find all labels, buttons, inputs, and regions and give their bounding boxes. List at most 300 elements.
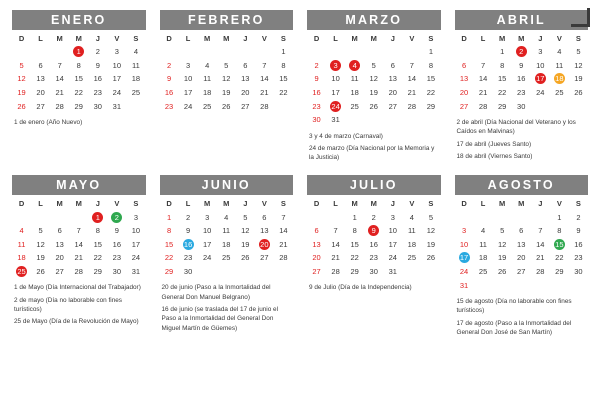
- day-cell[interactable]: [274, 59, 293, 73]
- day-cell[interactable]: [326, 251, 345, 265]
- day-cell[interactable]: [126, 86, 145, 100]
- day-cell[interactable]: [383, 72, 402, 86]
- day-cell[interactable]: [88, 59, 107, 73]
- day-cell[interactable]: [421, 224, 440, 238]
- day-cell[interactable]: [474, 238, 493, 252]
- day-cell[interactable]: [12, 265, 31, 279]
- day-cell[interactable]: [531, 72, 550, 86]
- day-cell[interactable]: [569, 72, 588, 86]
- day-cell[interactable]: [531, 59, 550, 73]
- day-cell[interactable]: [126, 265, 145, 279]
- day-cell[interactable]: [255, 251, 274, 265]
- day-cell[interactable]: [326, 59, 345, 73]
- day-cell[interactable]: [69, 238, 88, 252]
- day-cell: [217, 265, 236, 279]
- day-cell[interactable]: [531, 238, 550, 252]
- day-cell[interactable]: [69, 59, 88, 73]
- day-cell[interactable]: [88, 210, 107, 224]
- day-cell[interactable]: [31, 224, 50, 238]
- day-cell[interactable]: [88, 99, 107, 113]
- day-cell[interactable]: [455, 59, 474, 73]
- day-number: 8: [76, 60, 81, 70]
- day-cell[interactable]: [274, 210, 293, 224]
- day-cell[interactable]: [402, 210, 421, 224]
- day-cell[interactable]: [474, 86, 493, 100]
- day-cell[interactable]: [512, 224, 531, 238]
- day-cell[interactable]: [307, 99, 326, 113]
- month-block-febrero: [156, 10, 298, 165]
- day-cell: [531, 278, 550, 292]
- day-cell[interactable]: [50, 99, 69, 113]
- day-cell[interactable]: [455, 251, 474, 265]
- day-cell[interactable]: [421, 59, 440, 73]
- day-cell[interactable]: [531, 251, 550, 265]
- day-cell[interactable]: [474, 251, 493, 265]
- day-cell[interactable]: [255, 99, 274, 113]
- day-number: 26: [497, 267, 507, 277]
- day-cell[interactable]: [455, 278, 474, 292]
- day-number: 2: [516, 46, 527, 57]
- day-number: 9: [95, 60, 100, 70]
- day-cell[interactable]: [126, 238, 145, 252]
- day-number: 4: [557, 47, 562, 57]
- day-cell[interactable]: [198, 99, 217, 113]
- day-cell[interactable]: [307, 113, 326, 127]
- day-cell[interactable]: [12, 99, 31, 113]
- day-cell[interactable]: [198, 224, 217, 238]
- day-cell[interactable]: [179, 72, 198, 86]
- day-cell[interactable]: [493, 265, 512, 279]
- day-cell[interactable]: [236, 59, 255, 73]
- day-cell[interactable]: [236, 72, 255, 86]
- day-cell[interactable]: [550, 45, 569, 59]
- day-cell[interactable]: [274, 45, 293, 59]
- day-cell[interactable]: [198, 210, 217, 224]
- day-cell[interactable]: [107, 210, 126, 224]
- day-cell[interactable]: [69, 265, 88, 279]
- day-cell[interactable]: [569, 251, 588, 265]
- day-cell[interactable]: [326, 224, 345, 238]
- day-cell[interactable]: [255, 59, 274, 73]
- day-cell[interactable]: [512, 238, 531, 252]
- day-cell[interactable]: [383, 224, 402, 238]
- day-cell[interactable]: [107, 238, 126, 252]
- day-cell[interactable]: [12, 86, 31, 100]
- day-cell[interactable]: [402, 224, 421, 238]
- weekday-header: D: [166, 199, 172, 209]
- day-cell[interactable]: [107, 45, 126, 59]
- day-cell[interactable]: [569, 86, 588, 100]
- day-cell[interactable]: [383, 265, 402, 279]
- day-cell[interactable]: [274, 238, 293, 252]
- day-cell[interactable]: [512, 251, 531, 265]
- day-cell: [255, 45, 274, 59]
- day-cell[interactable]: [493, 72, 512, 86]
- day-cell[interactable]: [160, 210, 179, 224]
- day-cell[interactable]: [345, 99, 364, 113]
- day-number: 15: [279, 74, 288, 84]
- day-cell[interactable]: [345, 86, 364, 100]
- day-cell[interactable]: [236, 86, 255, 100]
- day-cell[interactable]: [236, 238, 255, 252]
- day-cell[interactable]: [550, 210, 569, 224]
- day-number: 18: [222, 239, 231, 249]
- day-cell[interactable]: [160, 59, 179, 73]
- day-cell[interactable]: [307, 72, 326, 86]
- day-cell[interactable]: [31, 265, 50, 279]
- day-cell[interactable]: [179, 238, 198, 252]
- day-cell[interactable]: [493, 238, 512, 252]
- day-cell[interactable]: [402, 99, 421, 113]
- day-cell[interactable]: [512, 72, 531, 86]
- day-cell: [326, 45, 345, 59]
- day-cell[interactable]: [126, 251, 145, 265]
- day-cell[interactable]: [402, 238, 421, 252]
- day-cell[interactable]: [179, 251, 198, 265]
- day-cell[interactable]: [255, 210, 274, 224]
- day-cell[interactable]: [198, 59, 217, 73]
- day-cell[interactable]: [69, 86, 88, 100]
- day-cell[interactable]: [88, 265, 107, 279]
- day-number: 20: [388, 88, 397, 98]
- day-number: 17: [536, 74, 545, 84]
- day-cell[interactable]: [217, 59, 236, 73]
- day-cell[interactable]: [383, 238, 402, 252]
- holiday-note: 18 de abril (Viernes Santo): [456, 152, 533, 160]
- day-cell[interactable]: [474, 99, 493, 113]
- day-cell[interactable]: [474, 59, 493, 73]
- day-cell[interactable]: [274, 251, 293, 265]
- day-cell[interactable]: [474, 265, 493, 279]
- day-number: 9: [368, 225, 379, 236]
- day-cell[interactable]: [569, 265, 588, 279]
- day-cell[interactable]: [88, 45, 107, 59]
- day-cell[interactable]: [160, 251, 179, 265]
- day-cell[interactable]: [550, 238, 569, 252]
- day-cell[interactable]: [236, 99, 255, 113]
- day-cell[interactable]: [217, 72, 236, 86]
- holiday-note: 3 y 4 de marzo (Carnaval): [309, 132, 383, 140]
- day-cell[interactable]: [569, 45, 588, 59]
- day-cell[interactable]: [107, 265, 126, 279]
- day-cell[interactable]: [50, 86, 69, 100]
- day-cell[interactable]: [512, 59, 531, 73]
- day-cell[interactable]: [364, 59, 383, 73]
- month-block-agosto: [451, 175, 593, 340]
- day-cell[interactable]: [307, 59, 326, 73]
- day-cell[interactable]: [12, 251, 31, 265]
- day-cell[interactable]: [107, 59, 126, 73]
- day-cell[interactable]: [217, 251, 236, 265]
- day-cell[interactable]: [326, 86, 345, 100]
- day-cell[interactable]: [364, 265, 383, 279]
- day-cell[interactable]: [512, 45, 531, 59]
- day-cell[interactable]: [274, 86, 293, 100]
- day-cell[interactable]: [31, 59, 50, 73]
- day-number: 30: [517, 101, 526, 111]
- day-cell[interactable]: [31, 99, 50, 113]
- day-cell[interactable]: [421, 72, 440, 86]
- day-cell[interactable]: [512, 99, 531, 113]
- day-cell[interactable]: [493, 86, 512, 100]
- day-number: 6: [519, 226, 524, 236]
- day-cell[interactable]: [364, 86, 383, 100]
- day-cell[interactable]: [160, 72, 179, 86]
- day-cell[interactable]: [421, 45, 440, 59]
- day-cell[interactable]: [550, 251, 569, 265]
- day-cell[interactable]: [383, 86, 402, 100]
- day-cell[interactable]: [198, 86, 217, 100]
- day-cell[interactable]: [69, 224, 88, 238]
- weekday-header: D: [166, 34, 172, 43]
- day-cell[interactable]: [160, 238, 179, 252]
- day-number: 17: [331, 88, 340, 98]
- day-cell[interactable]: [421, 99, 440, 113]
- day-cell[interactable]: [217, 224, 236, 238]
- day-cell[interactable]: [364, 210, 383, 224]
- day-cell[interactable]: [364, 238, 383, 252]
- day-cell[interactable]: [326, 113, 345, 127]
- day-cell[interactable]: [402, 72, 421, 86]
- day-number: 19: [36, 253, 45, 263]
- day-cell[interactable]: [364, 99, 383, 113]
- day-cell[interactable]: [126, 59, 145, 73]
- day-cell: [364, 45, 383, 59]
- weekday-header: D: [18, 199, 25, 209]
- day-cell[interactable]: [345, 265, 364, 279]
- day-cell[interactable]: [493, 45, 512, 59]
- day-cell[interactable]: [255, 224, 274, 238]
- corner-bracket-icon: [571, 8, 590, 27]
- weekday-header: D: [313, 34, 320, 43]
- day-number: 24: [202, 253, 212, 263]
- day-number: 27: [241, 101, 250, 111]
- day-cell[interactable]: [236, 224, 255, 238]
- day-number: 16: [312, 88, 321, 98]
- day-cell[interactable]: [550, 86, 569, 100]
- day-cell[interactable]: [31, 72, 50, 86]
- day-cell[interactable]: [274, 72, 293, 86]
- day-cell[interactable]: [160, 86, 179, 100]
- day-cell[interactable]: [217, 210, 236, 224]
- day-cell[interactable]: [421, 251, 440, 265]
- day-cell[interactable]: [345, 251, 364, 265]
- day-number: 31: [131, 267, 141, 277]
- day-number: 21: [260, 88, 269, 98]
- day-cell[interactable]: [421, 210, 440, 224]
- day-cell[interactable]: [179, 224, 198, 238]
- day-cell[interactable]: [160, 224, 179, 238]
- day-cell[interactable]: [455, 72, 474, 86]
- day-cell[interactable]: [383, 210, 402, 224]
- day-cell[interactable]: [12, 72, 31, 86]
- day-cell[interactable]: [550, 265, 569, 279]
- day-cell[interactable]: [512, 265, 531, 279]
- day-cell[interactable]: [179, 59, 198, 73]
- day-cell[interactable]: [69, 72, 88, 86]
- day-cell[interactable]: [493, 59, 512, 73]
- day-cell[interactable]: [326, 238, 345, 252]
- day-number: 24: [183, 101, 193, 111]
- weekday-header: J: [95, 34, 100, 43]
- day-cell[interactable]: [326, 72, 345, 86]
- day-cell[interactable]: [217, 238, 236, 252]
- day-number: 8: [352, 226, 357, 236]
- day-cell[interactable]: [107, 86, 126, 100]
- day-number: 5: [38, 226, 43, 236]
- day-cell[interactable]: [402, 59, 421, 73]
- day-cell[interactable]: [474, 224, 493, 238]
- day-cell[interactable]: [69, 99, 88, 113]
- day-cell[interactable]: [493, 99, 512, 113]
- day-cell[interactable]: [531, 224, 550, 238]
- day-cell[interactable]: [31, 251, 50, 265]
- day-cell[interactable]: [307, 265, 326, 279]
- day-cell[interactable]: [126, 224, 145, 238]
- day-cell[interactable]: [31, 86, 50, 100]
- day-cell[interactable]: [550, 59, 569, 73]
- day-cell[interactable]: [50, 224, 69, 238]
- day-cell[interactable]: [307, 251, 326, 265]
- day-cell[interactable]: [345, 59, 364, 73]
- day-number: 19: [497, 253, 507, 263]
- day-cell[interactable]: [421, 86, 440, 100]
- day-cell[interactable]: [255, 86, 274, 100]
- day-cell[interactable]: [326, 99, 345, 113]
- day-cell[interactable]: [493, 224, 512, 238]
- day-cell[interactable]: [345, 238, 364, 252]
- day-cell: [160, 45, 179, 59]
- day-cell[interactable]: [179, 210, 198, 224]
- day-cell[interactable]: [455, 224, 474, 238]
- day-cell[interactable]: [198, 251, 217, 265]
- day-cell[interactable]: [236, 210, 255, 224]
- day-cell[interactable]: [198, 238, 217, 252]
- day-cell[interactable]: [50, 265, 69, 279]
- day-cell[interactable]: [531, 86, 550, 100]
- day-cell[interactable]: [569, 59, 588, 73]
- day-cell[interactable]: [107, 99, 126, 113]
- day-number: 30: [369, 267, 378, 277]
- day-cell[interactable]: [345, 210, 364, 224]
- day-number: 30: [574, 267, 583, 277]
- day-cell[interactable]: [383, 251, 402, 265]
- day-cell[interactable]: [50, 251, 69, 265]
- day-cell[interactable]: [179, 265, 198, 279]
- day-cell[interactable]: [69, 45, 88, 59]
- day-cell[interactable]: [198, 72, 217, 86]
- day-cell[interactable]: [88, 251, 107, 265]
- day-cell[interactable]: [550, 72, 569, 86]
- day-cell[interactable]: [88, 224, 107, 238]
- day-cell[interactable]: [455, 238, 474, 252]
- holiday-note: 17 de agosto (Paso a la Inmortalidad del General Don José de San Martín): [456, 319, 572, 336]
- day-cell[interactable]: [179, 99, 198, 113]
- day-cell[interactable]: [531, 265, 550, 279]
- weekday-header: M: [370, 199, 377, 209]
- day-cell[interactable]: [50, 238, 69, 252]
- day-cell[interactable]: [88, 72, 107, 86]
- weekday-header: S: [133, 199, 139, 209]
- day-cell[interactable]: [345, 72, 364, 86]
- day-cell[interactable]: [402, 251, 421, 265]
- day-cell[interactable]: [274, 224, 293, 238]
- day-cell[interactable]: [307, 238, 326, 252]
- day-cell[interactable]: [512, 86, 531, 100]
- day-cell[interactable]: [179, 86, 198, 100]
- day-cell[interactable]: [421, 238, 440, 252]
- day-cell[interactable]: [455, 265, 474, 279]
- day-cell[interactable]: [455, 99, 474, 113]
- day-cell[interactable]: [255, 238, 274, 252]
- day-cell[interactable]: [307, 86, 326, 100]
- day-cell[interactable]: [364, 251, 383, 265]
- day-cell[interactable]: [12, 59, 31, 73]
- day-cell[interactable]: [12, 224, 31, 238]
- day-cell[interactable]: [160, 265, 179, 279]
- day-cell[interactable]: [383, 99, 402, 113]
- day-cell[interactable]: [307, 224, 326, 238]
- day-cell[interactable]: [569, 210, 588, 224]
- day-cell[interactable]: [345, 224, 364, 238]
- day-cell[interactable]: [550, 224, 569, 238]
- day-cell[interactable]: [126, 72, 145, 86]
- day-cell[interactable]: [569, 224, 588, 238]
- day-cell[interactable]: [217, 86, 236, 100]
- day-number: 17: [131, 239, 141, 249]
- day-cell[interactable]: [364, 72, 383, 86]
- day-number: 1: [92, 212, 103, 223]
- day-cell[interactable]: [493, 251, 512, 265]
- day-cell[interactable]: [326, 265, 345, 279]
- weekday-header: L: [480, 199, 486, 209]
- day-cell[interactable]: [107, 72, 126, 86]
- day-cell[interactable]: [12, 238, 31, 252]
- day-cell[interactable]: [255, 72, 274, 86]
- weekday-header-row: [160, 198, 294, 210]
- day-cell[interactable]: [217, 99, 236, 113]
- day-cell[interactable]: [126, 210, 145, 224]
- day-cell[interactable]: [31, 238, 50, 252]
- day-cell[interactable]: [88, 238, 107, 252]
- day-cell[interactable]: [569, 238, 588, 252]
- day-cell[interactable]: [364, 224, 383, 238]
- day-cell[interactable]: [126, 45, 145, 59]
- day-cell[interactable]: [50, 59, 69, 73]
- weekday-header: D: [461, 199, 467, 209]
- day-cell[interactable]: [383, 59, 402, 73]
- month-grid: [160, 198, 294, 278]
- day-cell[interactable]: [455, 86, 474, 100]
- day-cell[interactable]: [88, 86, 107, 100]
- day-cell[interactable]: [236, 251, 255, 265]
- day-cell: [493, 210, 512, 224]
- day-cell[interactable]: [531, 45, 550, 59]
- day-cell: [421, 113, 440, 127]
- month-title: ENERO: [12, 10, 146, 30]
- day-cell[interactable]: [69, 251, 88, 265]
- day-cell[interactable]: [107, 224, 126, 238]
- day-number: 25: [350, 101, 359, 111]
- day-number: 24: [388, 253, 397, 263]
- day-number: 24: [536, 88, 545, 98]
- day-cell[interactable]: [160, 99, 179, 113]
- day-cell[interactable]: [107, 251, 126, 265]
- day-cell[interactable]: [474, 72, 493, 86]
- day-number: 23: [517, 88, 526, 98]
- day-cell[interactable]: [50, 72, 69, 86]
- day-cell[interactable]: [402, 86, 421, 100]
